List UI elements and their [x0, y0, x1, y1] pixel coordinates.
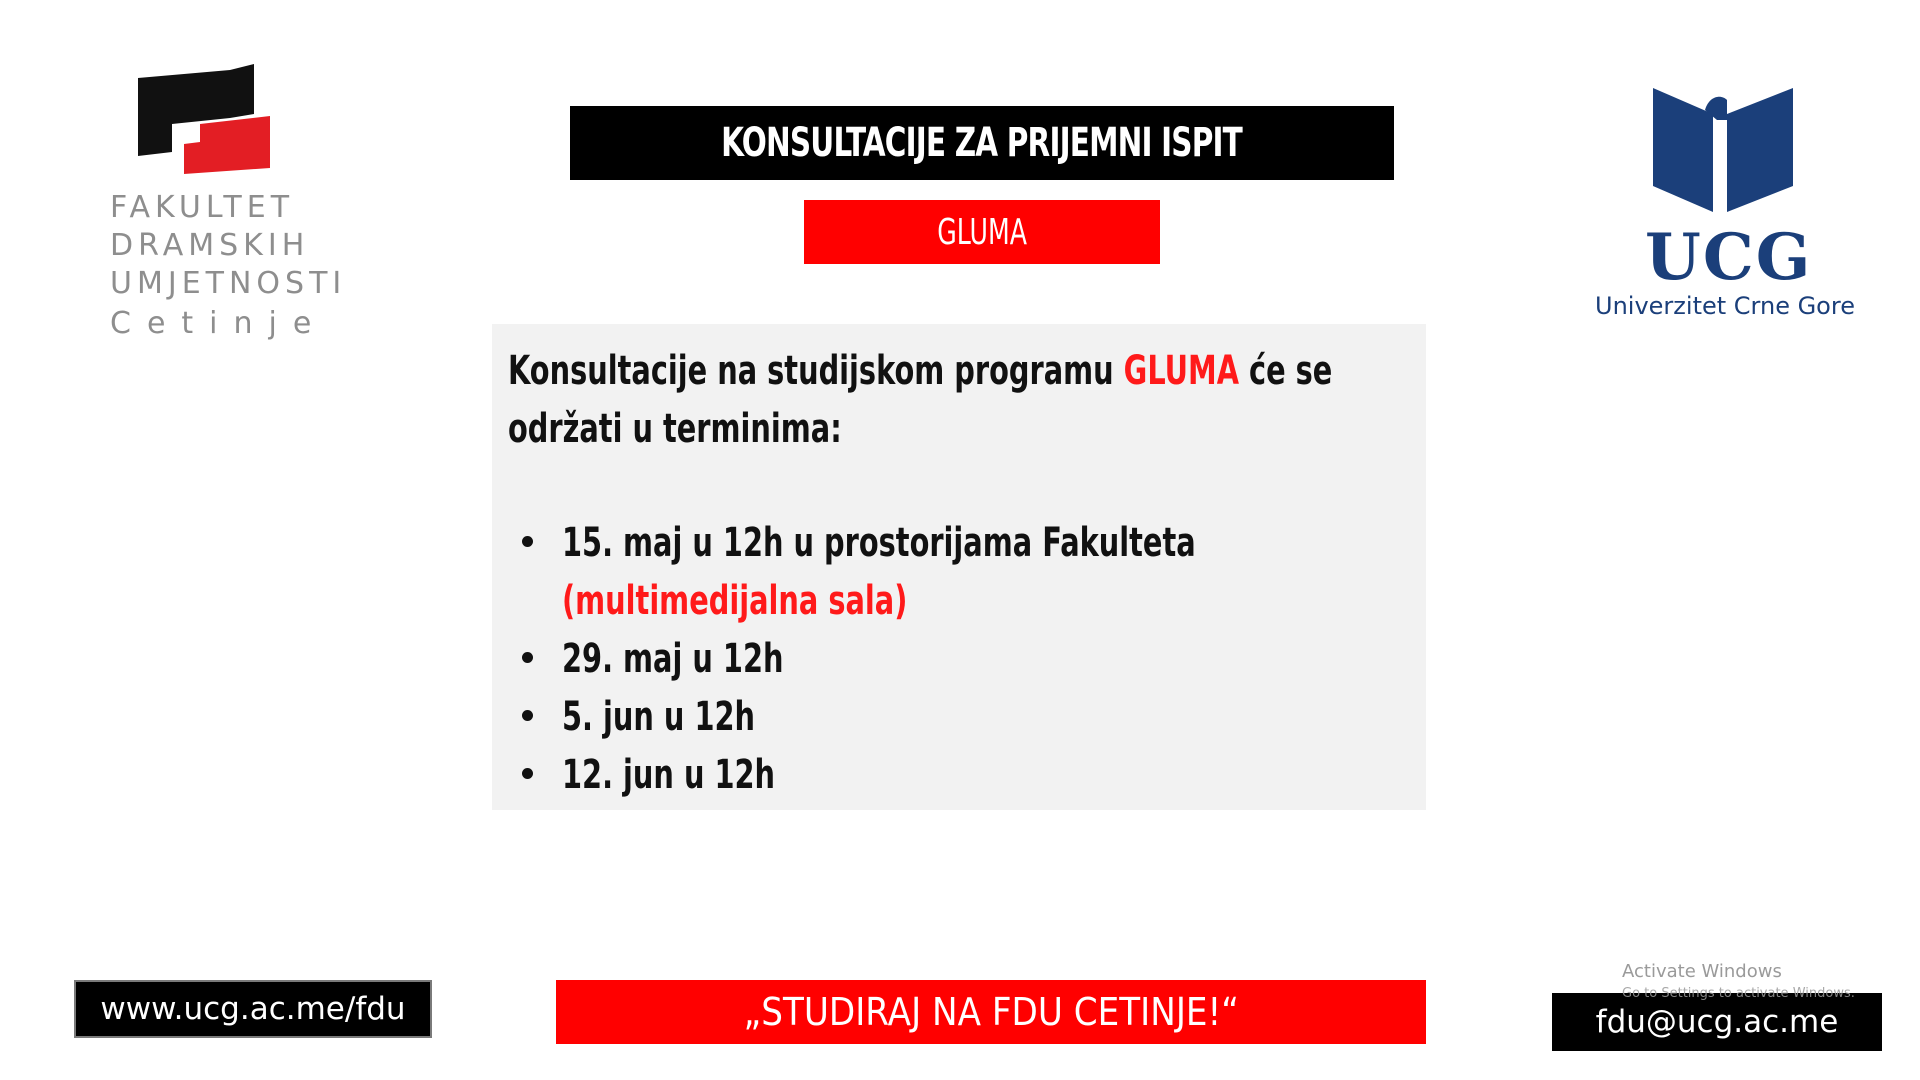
- watermark-subtitle: Go to Settings to activate Windows.: [1622, 986, 1855, 1001]
- fdu-logo-line-4: Cetinje: [110, 306, 328, 341]
- program-title: GLUMA: [937, 211, 1027, 253]
- fdu-logo-line-2: DRAMSKIH: [110, 228, 310, 263]
- intro-after: će se: [1238, 348, 1333, 394]
- intro-line-2: održati u terminima:: [508, 406, 842, 452]
- bullet-icon: [522, 710, 533, 721]
- fdu-logo-line-1: FAKULTET: [110, 190, 295, 225]
- slogan-banner: [556, 980, 1426, 1044]
- ucg-name: Univerzitet Crne Gore: [1595, 292, 1855, 320]
- title-banner: [570, 106, 1394, 180]
- page-title: KONSULTACIJE ZA PRIJEMNI ISPIT: [721, 120, 1243, 166]
- consultation-info-box: [492, 324, 1426, 810]
- program-banner: [804, 200, 1160, 264]
- website-link[interactable]: [74, 980, 432, 1038]
- fdu-emblem-icon: [130, 60, 310, 180]
- ucg-mark-text: UCG: [1645, 220, 1813, 295]
- date-text: 15. maj u 12h u prostorijama Fakulteta: [562, 520, 1196, 566]
- bullet-icon: [522, 652, 533, 663]
- intro-text: [508, 342, 1332, 458]
- activate-windows-watermark: [1622, 960, 1855, 1004]
- email-link-text[interactable]: fdu@ucg.ac.me: [1595, 1004, 1839, 1040]
- date-text: 29. maj u 12h: [562, 636, 784, 682]
- intro-highlight: GLUMA: [1123, 348, 1239, 394]
- date-text: 5. jun u 12h: [562, 694, 756, 740]
- fdu-logo-line-3: UMJETNOSTI: [110, 266, 347, 301]
- date-text: 12. jun u 12h: [562, 752, 776, 798]
- watermark-title: Activate Windows: [1622, 961, 1782, 982]
- date-note: (multimedijalna sala): [562, 578, 908, 624]
- fdu-logo: [100, 60, 347, 380]
- website-link-text[interactable]: www.ucg.ac.me/fdu: [100, 991, 406, 1027]
- ucg-logo: [1585, 80, 1865, 340]
- bullet-icon: [522, 768, 533, 779]
- open-book-icon: [1585, 80, 1865, 220]
- bullet-icon: [522, 536, 533, 547]
- slogan-text: „STUDIRAJ NA FDU CETINJE!“: [743, 990, 1239, 1034]
- intro-before: Konsultacije na studijskom programu: [508, 348, 1124, 394]
